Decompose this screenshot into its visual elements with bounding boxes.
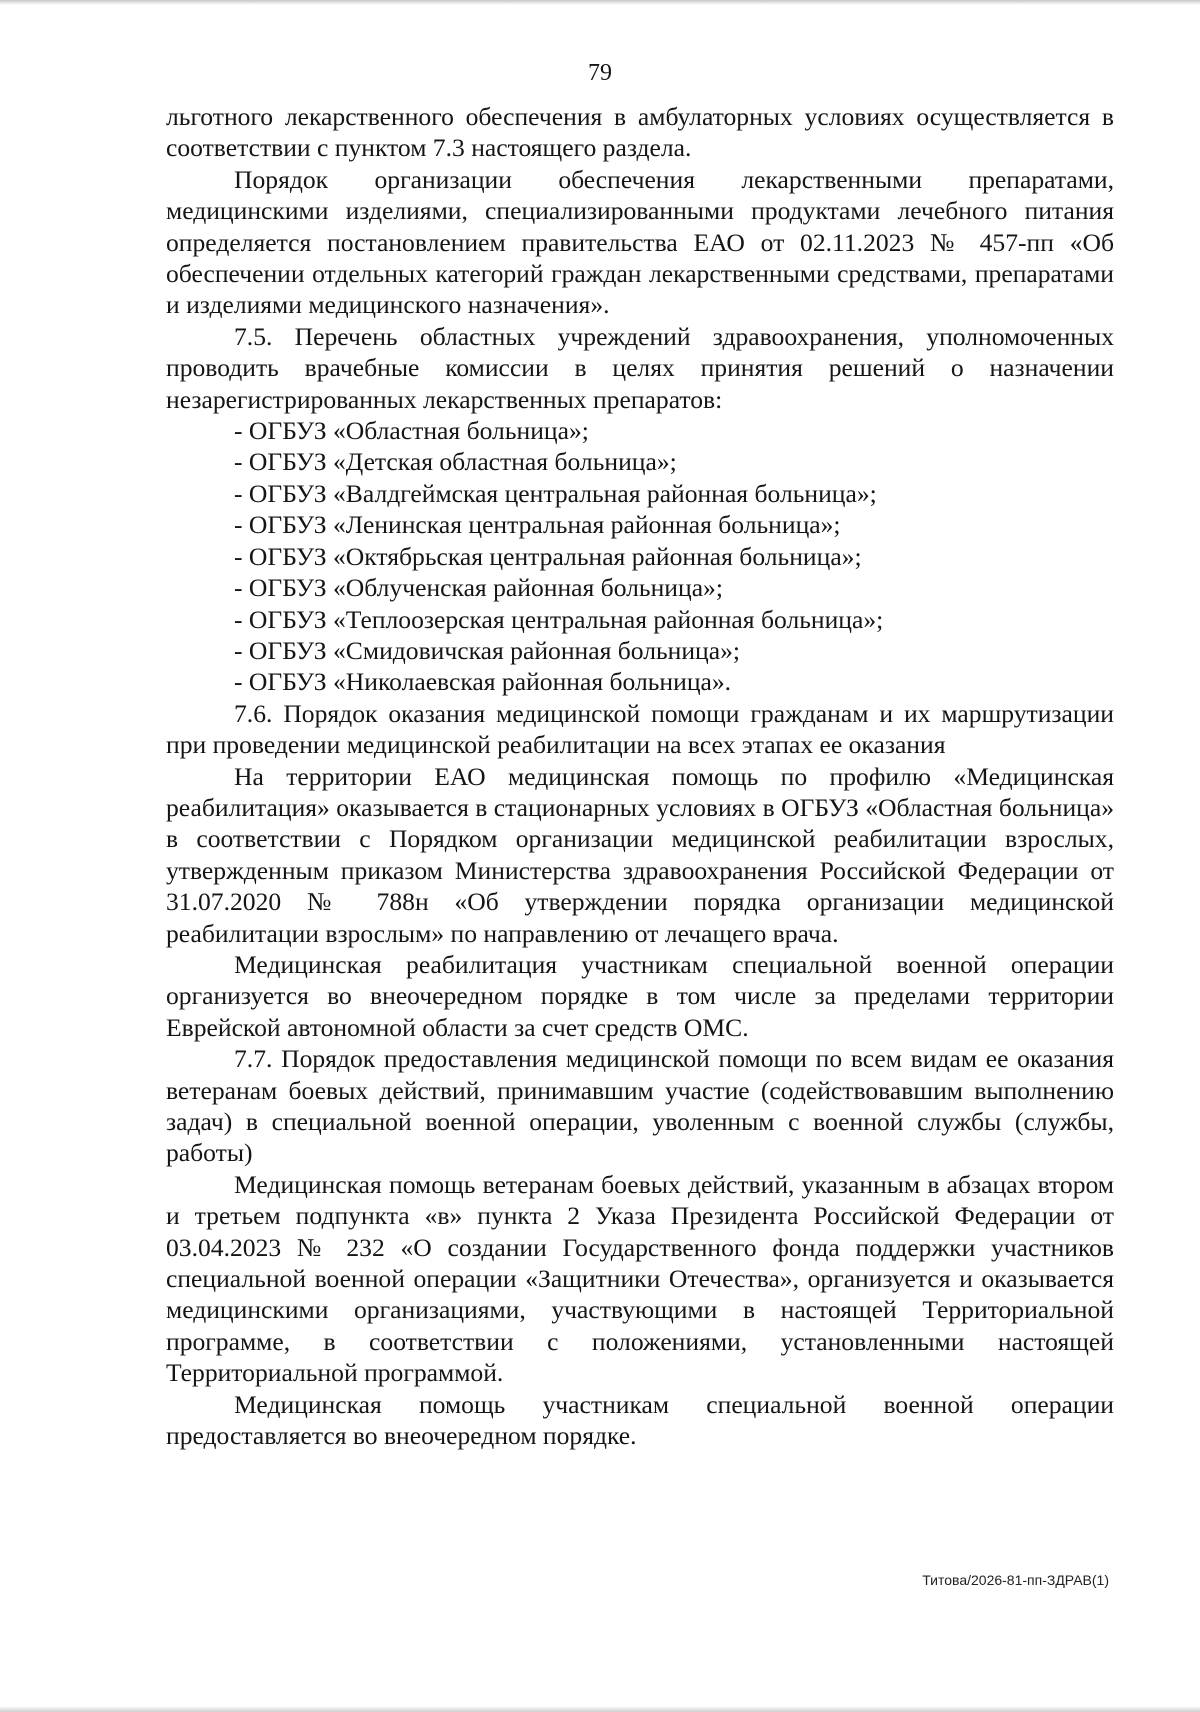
page-number: 79 [588, 60, 612, 86]
section-heading-7-5: 7.5. Перечень областных учреждений здравоохранения, уполномоченных проводить врачебные комиссии в целях принятия решений о назначении незарегистрированных лекарственных препаратов: [166, 321, 1114, 414]
document-code: Титова/2026-81-пп-ЗДРАВ(1) [922, 1572, 1109, 1588]
list-item: - ОГБУЗ «Детская областная больница»; [234, 447, 677, 477]
document-body [166, 101, 1114, 1451]
paragraph: Медицинская реабилитация участникам специальной военной операции организуется во внеочередном порядке в том числе за пределами территории Еврейской автономной области за счет средств ОМС. [166, 949, 1114, 1042]
paragraph: льготного лекарственного обеспечения в амбулаторных условиях осуществляется в соответствии с пунктом 7.3 настоящего раздела. [166, 102, 1114, 163]
paragraph: Порядок организации обеспечения лекарственными препаратами, медицинскими изделиями, специализированными продуктами лечебного питания определяется постановлением правительства ЕАО от 02.11.2023 № 457-пп «Об обеспечении отдельных категорий граждан лекарственными средствами, препаратами и изделиями медицинского назначения». [166, 164, 1114, 320]
list-item: - ОГБУЗ «Валдгеймская центральная районная больница»; [234, 478, 877, 508]
paragraph: Медицинская помощь участникам специальной военной операции предоставляется во внеочередном порядке. [166, 1389, 1114, 1451]
scan-top-edge [0, 0, 1200, 5]
list-item: - ОГБУЗ «Теплоозерская центральная районная больница»; [234, 604, 884, 634]
list-item: - ОГБУЗ «Областная больница»; [234, 416, 589, 446]
paragraph: Медицинская помощь ветеранам боевых действий, указанным в абзацах втором и третьем подпункта «в» пункта 2 Указа Президента Российской Федерации от 03.04.2023 № 232 «О создании Государственного фонда поддержки участников специальной военной операции «Защитники Отечества», организуется и оказывается медицинскими организациями, участвующими в настоящей Территориальной программе, в соответствии с положениями, установленными настоящей Территориальной программой. [166, 1169, 1114, 1388]
list-item: - ОГБУЗ «Смидовичская районная больница»; [234, 635, 741, 665]
scan-bottom-edge [0, 1706, 1200, 1712]
list-item: - ОГБУЗ «Николаевская районная больница». [234, 667, 732, 697]
section-heading-7-6: 7.6. Порядок оказания медицинской помощи гражданам и их маршрутизации при проведении медицинской реабилитации на всех этапах ее оказания [166, 698, 1114, 760]
section-heading-7-7: 7.7. Порядок предоставления медицинской помощи по всем видам ее оказания ветеранам боевых действий, принимавшим участие (содействовавшим выполнению задач) в специальной военной операции, уволенным с военной службы (службы, работы) [166, 1044, 1114, 1168]
paragraph: На территории ЕАО медицинская помощь по профилю «Медицинская реабилитация» оказывается в стационарных условиях в ОГБУЗ «Областная больница» в соответствии с Порядком организации медицинской реабилитации взрослых, утвержденным приказом Министерства здравоохранения Российской Федерации от 31.07.2020 № 788н «Об утверждении порядка организации медицинской реабилитации взрослым» по направлению от лечащего врача. [166, 761, 1114, 948]
list-item: - ОГБУЗ «Ленинская центральная районная больница»; [234, 510, 841, 540]
list-item: - ОГБУЗ «Октябрьская центральная районная больница»; [234, 541, 862, 571]
list-item: - ОГБУЗ «Облученская районная больница»; [234, 573, 723, 603]
